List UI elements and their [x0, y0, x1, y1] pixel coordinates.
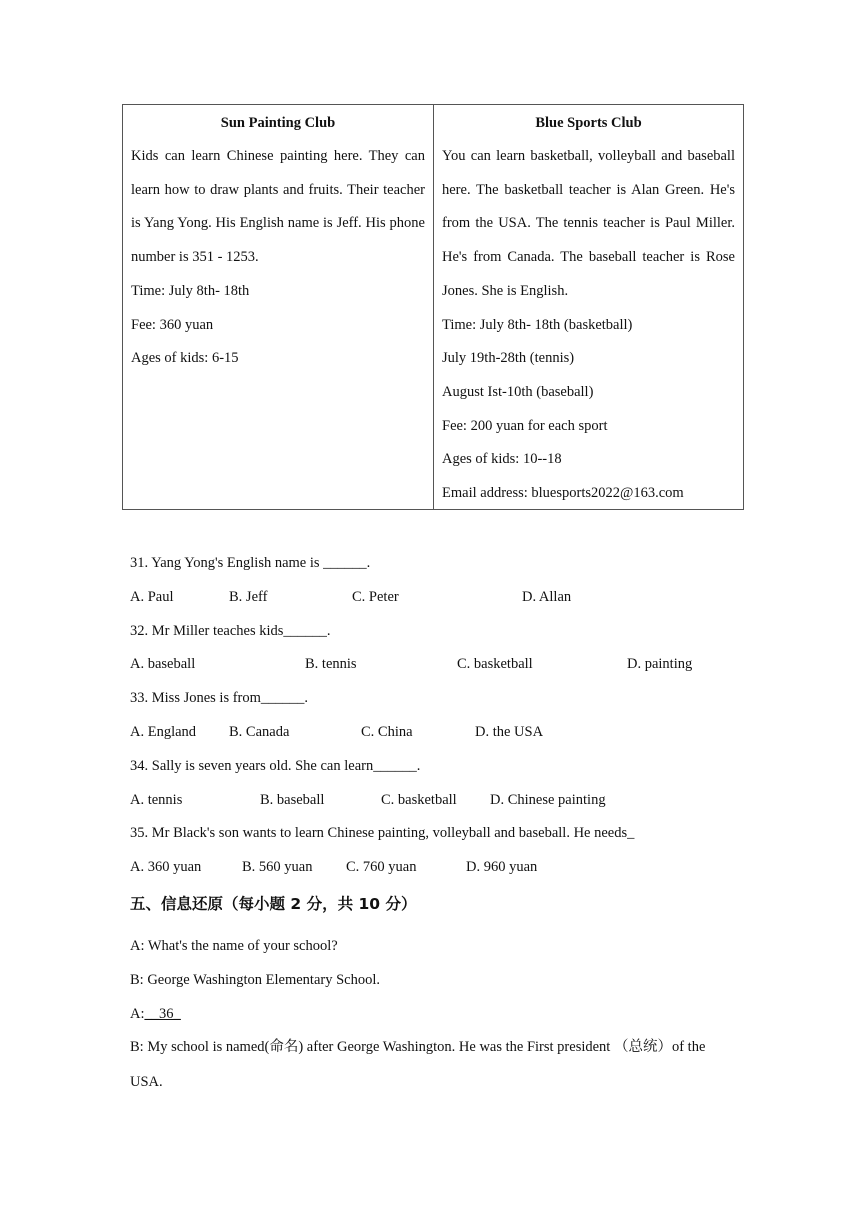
q31-option-b: B. Jeff	[229, 589, 268, 605]
dialogue-line-2: B: George Washington Elementary School.	[130, 972, 380, 988]
sun-club-fee: Fee: 360 yuan	[131, 316, 214, 333]
q34-option-b: B. baseball	[260, 792, 325, 808]
q35-option-b: B. 560 yuan	[242, 859, 313, 875]
blue-club-ages: Ages of kids: 10--18	[442, 451, 562, 468]
q34-option-c: C. basketball	[381, 792, 457, 808]
q35-option-c: C. 760 yuan	[346, 859, 417, 875]
sun-painting-club-cell	[123, 105, 434, 509]
q33-option-c: C. China	[361, 724, 413, 740]
question-32: 32. Mr Miller teaches kids______.	[130, 623, 331, 639]
q33-option-a: A. England	[130, 724, 197, 740]
dialogue-line-4-cont: USA.	[130, 1074, 163, 1090]
sun-club-title: Sun Painting Club	[220, 115, 336, 131]
q35-option-d: D. 960 yuan	[466, 859, 538, 875]
q34-option-d: D. Chinese painting	[490, 792, 606, 808]
q34-option-a: A. tennis	[130, 792, 183, 808]
q33-option-b: B. Canada	[229, 724, 290, 740]
q35-option-a: A. 360 yuan	[130, 859, 202, 875]
q31-option-a: A. Paul	[130, 589, 174, 605]
blue-sports-club-cell	[434, 105, 743, 509]
q32-option-c: C. basketball	[457, 656, 533, 672]
question-34: 34. Sally is seven years old. She can learn______.	[130, 758, 421, 774]
sun-club-ages: Ages of kids: 6-15	[131, 350, 239, 367]
question-35: 35. Mr Black's son wants to learn Chinese painting, volleyball and baseball. He needs_	[130, 825, 635, 841]
q32-option-a: A. baseball	[130, 656, 196, 672]
blank-36: __36_	[144, 1006, 181, 1022]
q32-option-b: B. tennis	[305, 656, 357, 672]
q31-option-d: D. Allan	[522, 589, 572, 605]
blue-club-time-baseball: August Ist-10th (baseball)	[442, 383, 594, 400]
blue-club-email: Email address: bluesports2022@163.com	[442, 485, 684, 502]
blue-club-title: Blue Sports Club	[535, 115, 642, 131]
blue-club-fee: Fee: 200 yuan for each sport	[442, 417, 608, 434]
section-heading: 五、信息还原（每小题 2 分，共 10 分）	[130, 895, 417, 913]
dialogue-line-3	[130, 1004, 740, 1024]
blue-club-time-basketball: Time: July 8th- 18th (basketball)	[442, 316, 633, 333]
question-31: 31. Yang Yong's English name is ______.	[130, 555, 371, 571]
q32-option-d: D. painting	[627, 656, 693, 672]
dialogue-line-1: A: What's the name of your school?	[130, 938, 338, 954]
blue-club-description: You can learn basketball, volleyball and baseball here. The basketball teacher is Alan Green. He's from the USA. The tennis teacher is Paul Miller. He's from Canada. The baseball teacher is Rose Jones. She is English.	[442, 148, 735, 299]
dialogue-speaker-a: A:	[130, 1006, 145, 1022]
clubs-table	[122, 104, 744, 510]
dialogue-line-4: B: My school is named(命名) after George Washington. He was the First president （总统）of the	[130, 1039, 706, 1055]
q31-option-c: C. Peter	[352, 589, 399, 605]
question-33: 33. Miss Jones is from______.	[130, 690, 309, 706]
sun-club-description: Kids can learn Chinese painting here. They can learn how to draw plants and fruits. Their teacher is Yang Yong. His English name is Jeff. His phone number is 351 - 1253.	[131, 148, 425, 266]
sun-club-time: Time: July 8th- 18th	[131, 282, 250, 299]
blue-club-time-tennis: July 19th-28th (tennis)	[442, 350, 575, 367]
q33-option-d: D. the USA	[475, 724, 544, 740]
